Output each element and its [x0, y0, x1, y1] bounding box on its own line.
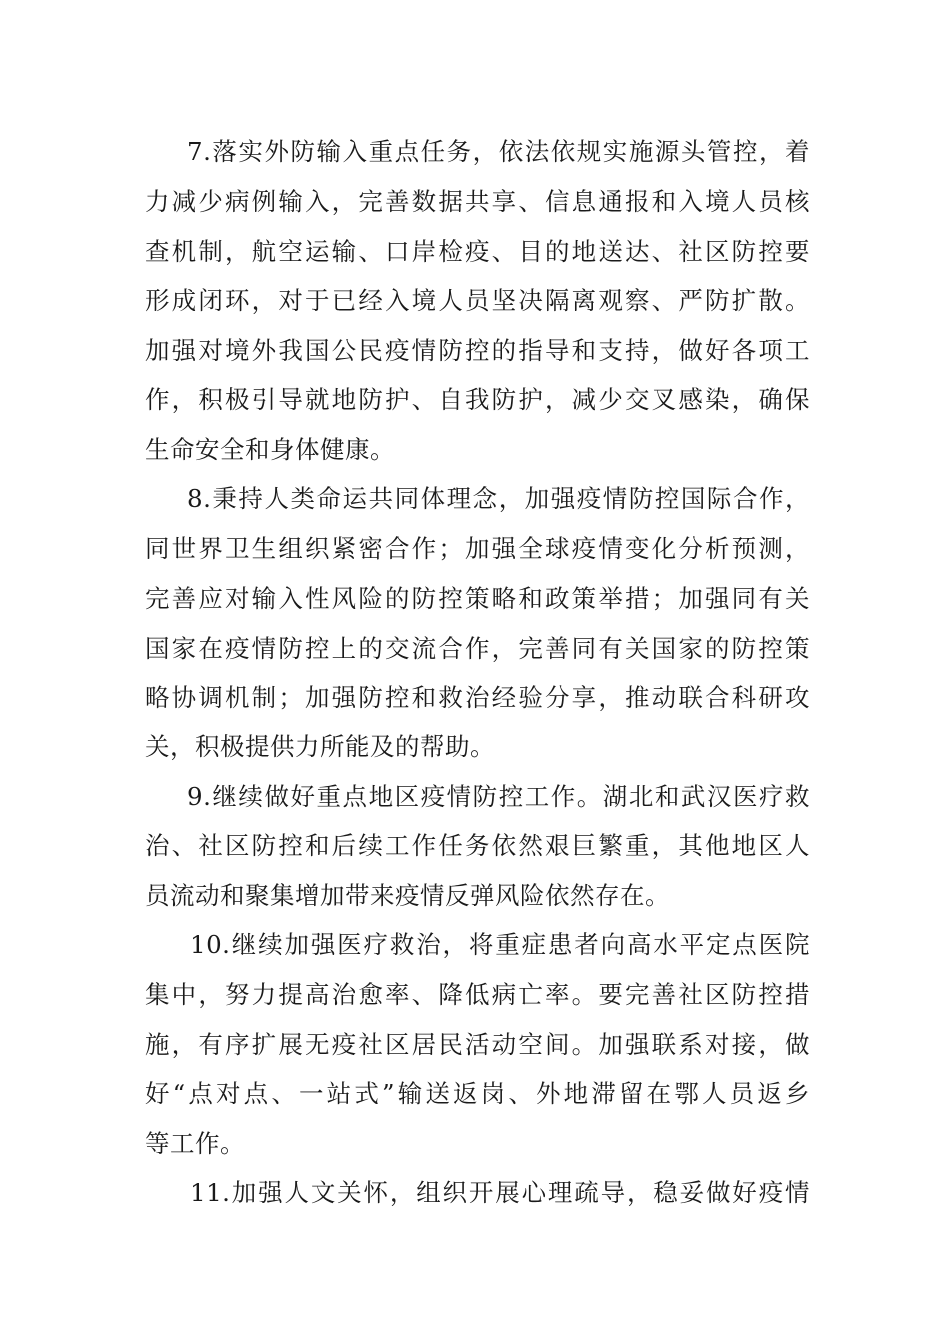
paragraph-8-line: 同世界卫生组织紧密合作；加强全球疫情变化分析预测，: [145, 534, 810, 563]
paragraph-7-line: 力减少病例输入，完善数据共享、信息通报和入境人员核: [145, 187, 810, 216]
paragraph-7-line: 7.落实外防输入重点任务，依法依规实施源头管控，着: [187, 137, 810, 166]
paragraph-10-line: 集中，努力提高治愈率、降低病亡率。要完善社区防控措: [145, 980, 810, 1009]
paragraph-10-line: 施，有序扩展无疫社区居民活动空间。加强联系对接，做: [145, 1030, 810, 1059]
paragraph-7-line: 作，积极引导就地防护、自我防护，减少交叉感染，确保: [145, 385, 810, 414]
paragraph-8-line: 完善应对输入性风险的防控策略和政策举措；加强同有关: [145, 584, 810, 613]
paragraph-9-line: 员流动和聚集增加带来疫情反弹风险依然存在。: [145, 881, 670, 910]
paragraph-7-line: 形成闭环，对于已经入境人员坚决隔离观察、严防扩散。: [145, 286, 810, 315]
paragraph-9-line: 治、社区防控和后续工作任务依然艰巨繁重，其他地区人: [145, 831, 810, 860]
paragraph-7-line: 生命安全和身体健康。: [145, 435, 395, 464]
paragraph-10-line: 等工作。: [145, 1129, 245, 1158]
paragraph-10-line: 好“点对点、一站式”输送返岗、外地滞留在鄂人员返乡: [145, 1079, 810, 1108]
paragraph-11-line: 11.加强人文关怀，组织开展心理疏导，稳妥做好疫情: [190, 1178, 810, 1207]
paragraph-8-line: 国家在疫情防控上的交流合作，完善同有关国家的防控策: [145, 634, 810, 663]
paragraph-7-line: 加强对境外我国公民疫情防控的指导和支持，做好各项工: [145, 336, 810, 365]
paragraph-7-line: 查机制，航空运输、口岸检疫、目的地送达、社区防控要: [145, 237, 810, 266]
paragraph-10-line: 10.继续加强医疗救治，将重症患者向高水平定点医院: [190, 930, 810, 959]
paragraph-9-line: 9.继续做好重点地区疫情防控工作。湖北和武汉医疗救: [187, 782, 810, 811]
paragraph-8-line: 关，积极提供力所能及的帮助。: [145, 732, 495, 761]
paragraph-8-line: 8.秉持人类命运共同体理念，加强疫情防控国际合作，: [187, 484, 810, 513]
paragraph-8-line: 略协调机制；加强防控和救治经验分享，推动联合科研攻: [145, 683, 810, 712]
